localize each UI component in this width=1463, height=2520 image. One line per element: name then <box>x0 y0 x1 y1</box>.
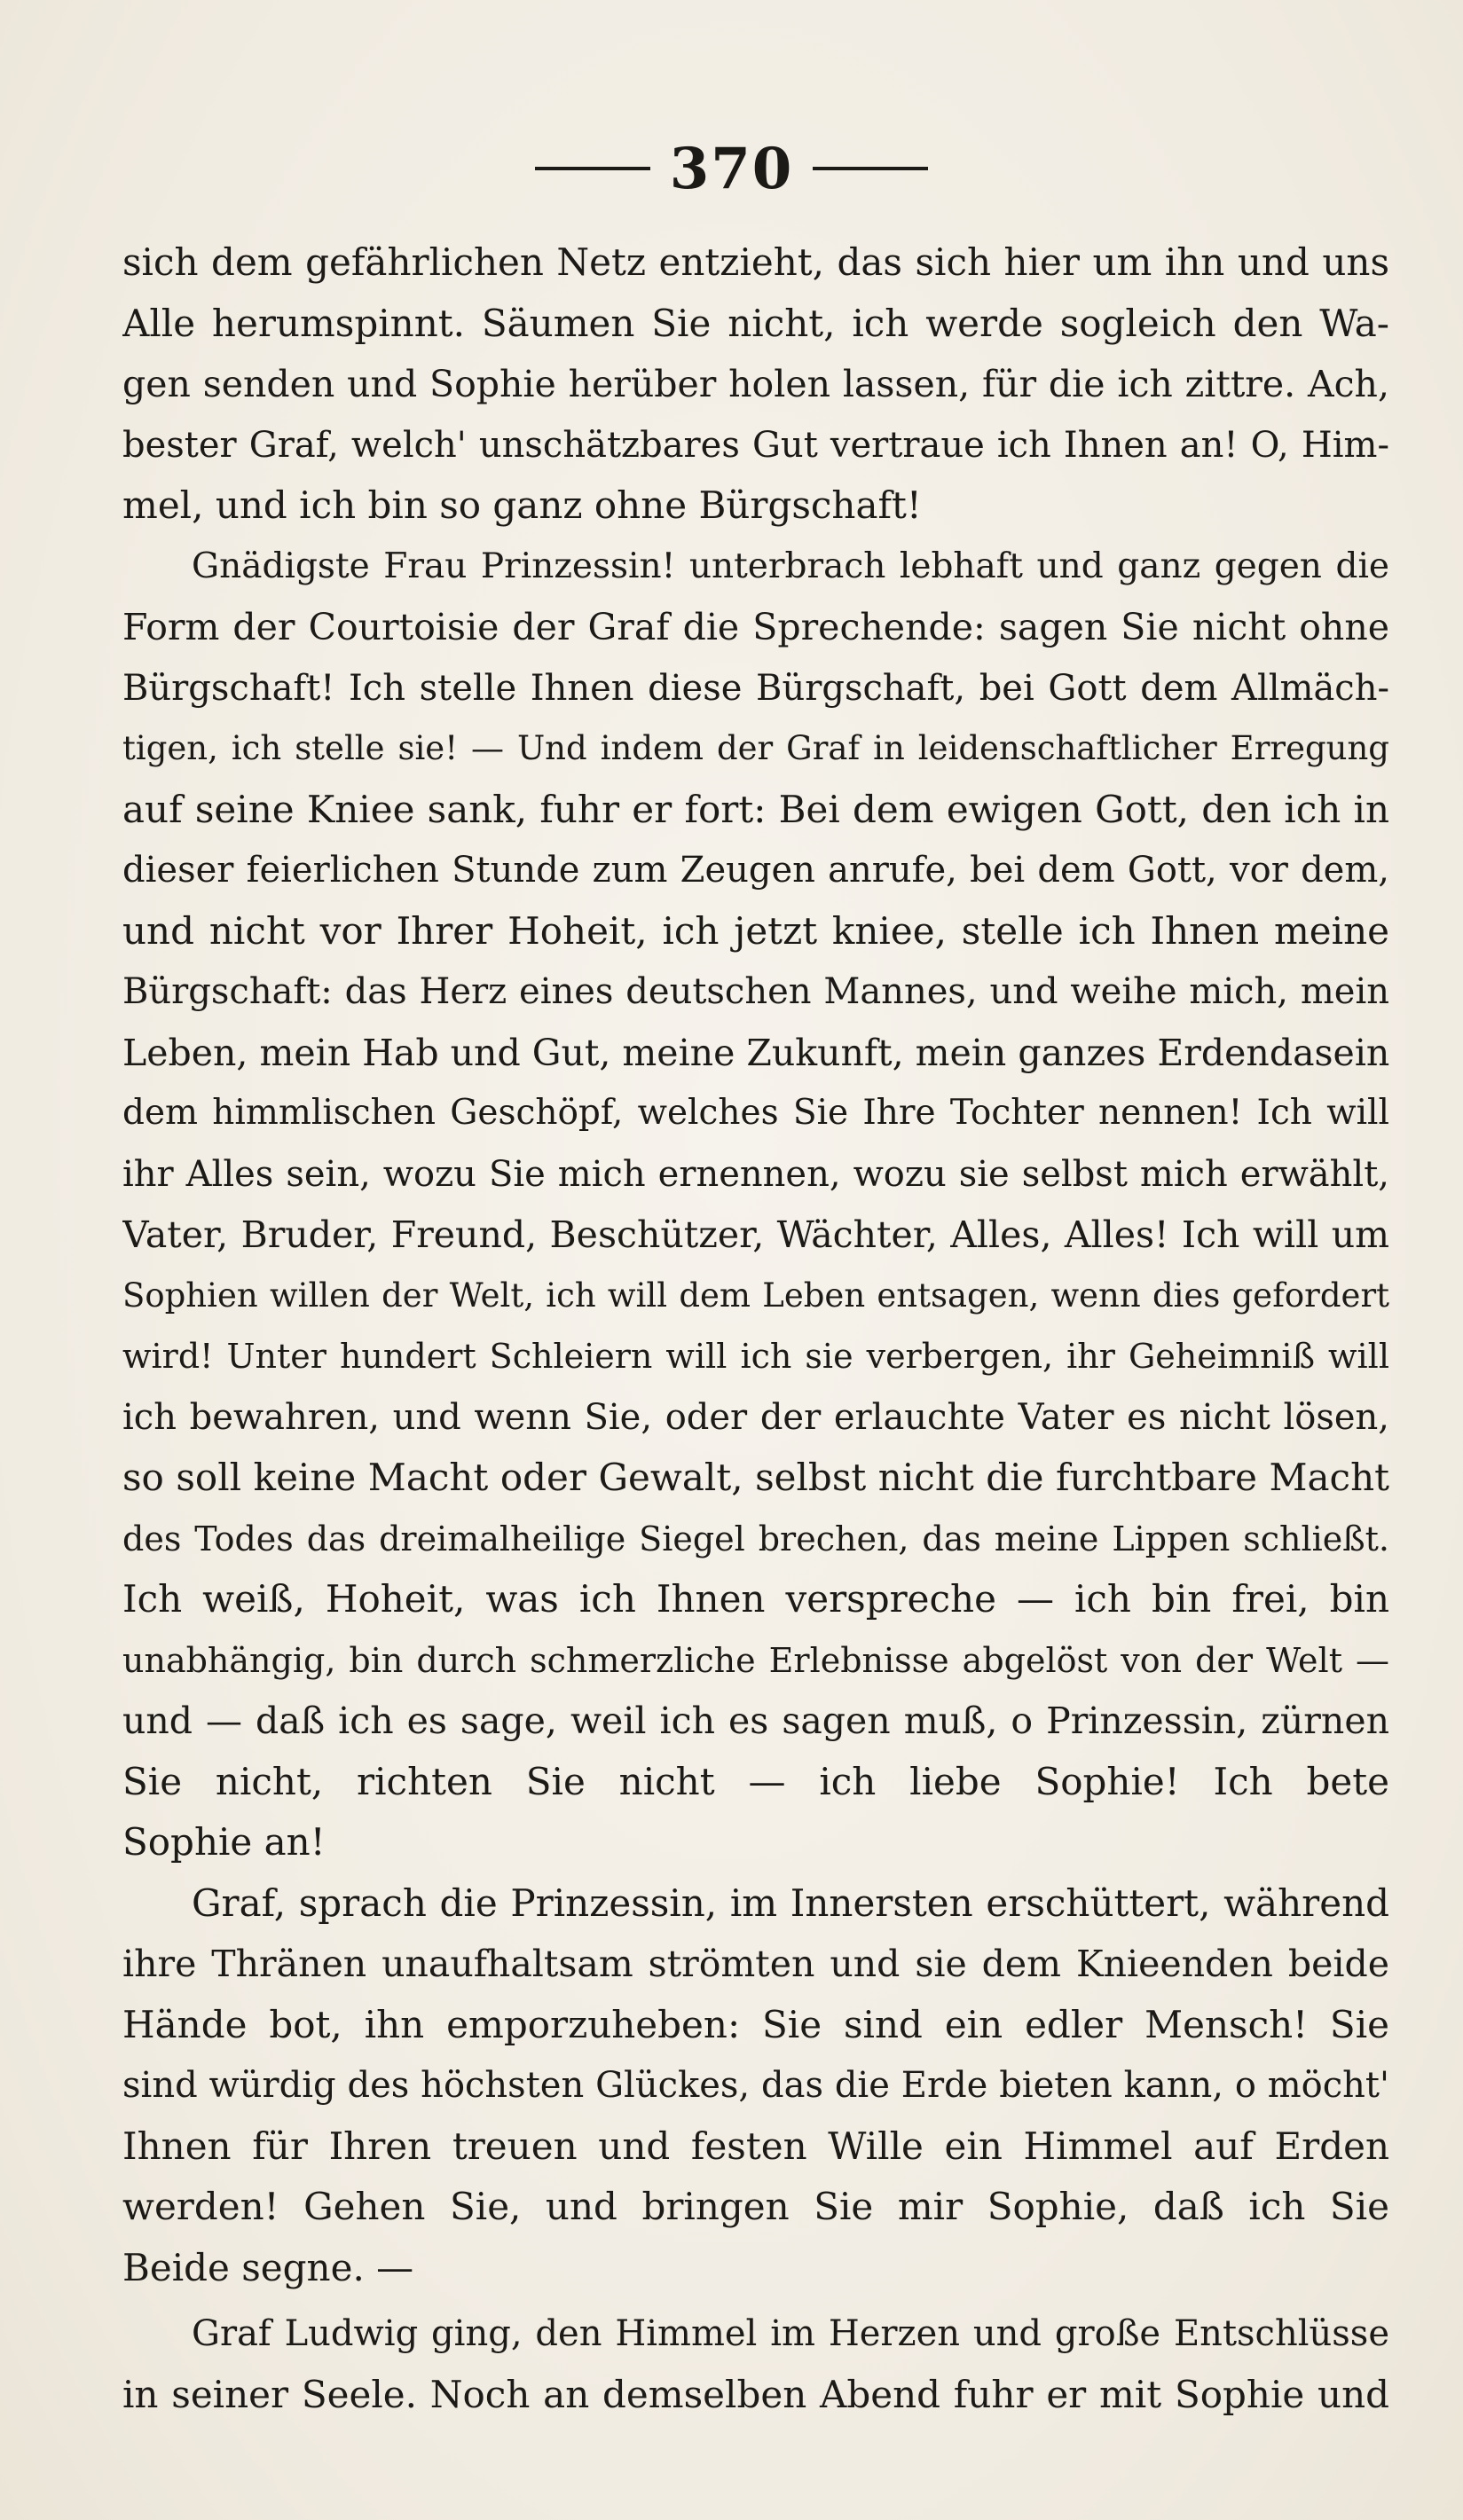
text-line: Vater, Bruder, Freund, Beschützer, Wächter, Alles, Alles! Ich will um <box>122 1213 1389 1256</box>
text-line: ihre Thränen unaufhaltsam strömten und sie dem Knieenden beide <box>122 1943 1389 1985</box>
text-line: Form der Courtoisie der Graf die Sprechende: sagen Sie nicht ohne <box>122 606 1389 648</box>
text-line: Graf, sprach die Prinzessin, im Innersten erschüttert, während <box>192 1880 1389 1925</box>
text-line: bester Graf, welch' unschätzbares Gut vertraue ich Ihnen an! O, Him- <box>122 424 1389 466</box>
text-line: unabhängig, bin durch schmerzliche Erlebnisse abgelöst von der Welt — <box>122 1640 1389 1680</box>
text-line: auf seine Kniee sank, fuhr er fort: Bei dem ewigen Gott, den ich in <box>122 787 1389 831</box>
text-line: ihr Alles sein, wozu Sie mich ernennen, wozu sie selbst mich erwählt, <box>122 1153 1389 1195</box>
text-line: in seiner Seele. Noch an demselben Abend fuhr er mit Sophie und <box>122 2372 1389 2416</box>
text-line: werden! Gehen Sie, und bringen Sie mir Sophie, daß ich Sie <box>122 2185 1389 2228</box>
header-rule-left <box>535 167 650 170</box>
text-line: Graf Ludwig ging, den Himmel im Herzen und große Entschlüsse <box>192 2313 1389 2354</box>
header-rule-right <box>813 167 928 170</box>
text-line: mel, und ich bin so ganz ohne Bürgschaft! <box>122 483 922 527</box>
text-line: Sie nicht, richten Sie nicht — ich liebe Sophie! Ich bete <box>122 1759 1389 1803</box>
text-line: wird! Unter hundert Schleiern will ich sie verbergen, ihr Geheimniß will <box>122 1337 1389 1376</box>
text-line: dem himmlischen Geschöpf, welches Sie Ihre Tochter nennen! Ich will <box>122 1093 1389 1133</box>
text-line: Sophien willen der Welt, ich will dem Leben entsagen, wenn dies gefordert <box>122 1276 1389 1315</box>
text-line: Gnädigste Frau Prinzessin! unterbrach lebhaft und ganz gegen die <box>192 546 1389 586</box>
text-line: gen senden und Sophie herüber holen lassen, für die ich zittre. Ach, <box>122 363 1389 405</box>
text-line: des Todes das dreimalheilige Siegel brechen, das meine Lippen schließt. <box>122 1519 1389 1558</box>
text-line: und nicht vor Ihrer Hoheit, ich jetzt kniee, stelle ich Ihnen meine <box>122 908 1389 953</box>
text-line: dieser feierlichen Stunde zum Zeugen anrufe, bei dem Gott, vor dem, <box>122 850 1389 891</box>
text-line: Hände bot, ihn emporzuheben: Sie sind ein edler Mensch! Sie <box>122 2002 1389 2046</box>
text-line: Bürgschaft! Ich stelle Ihnen diese Bürgschaft, bei Gott dem Allmäch- <box>122 667 1389 709</box>
text-line: und — daß ich es sage, weil ich es sagen muß, o Prinzessin, zürnen <box>122 1700 1389 1742</box>
text-line: Leben, mein Hab und Gut, meine Zukunft, mein ganzes Erdendasein <box>122 1031 1389 1074</box>
text-line: Bürgschaft: das Herz eines deutschen Mannes, und weihe mich, mein <box>122 971 1389 1012</box>
text-line: ich bewahren, und wenn Sie, oder der erlauchte Vater es nicht lösen, <box>122 1396 1389 1438</box>
text-line: Ihnen für Ihren treuen und festen Wille ein Himmel auf Erden <box>122 2124 1389 2168</box>
page-number: 370 <box>669 135 794 202</box>
text-line: Ich weiß, Hoheit, was ich Ihnen verspreche — ich bin frei, bin <box>122 1577 1389 1621</box>
text-line: Sophie an! <box>122 1820 326 1864</box>
text-line: sich dem gefährlichen Netz entzieht, das sich hier um ihn und uns <box>122 240 1389 284</box>
text-line: so soll keine Macht oder Gewalt, selbst nicht die furchtbare Macht <box>122 1456 1389 1499</box>
text-line: tigen, ich stelle sie! — Und indem der Graf in leidenschaftlicher Erregung <box>122 729 1389 767</box>
body-text <box>122 232 1389 2425</box>
text-line: sind würdig des höchsten Glückes, das die Erde bieten kann, o möcht' <box>122 2065 1389 2106</box>
text-line: Alle herumspinnt. Säumen Sie nicht, ich werde sogleich den Wa- <box>122 301 1389 345</box>
page-header <box>0 133 1463 204</box>
text-line: Beide segne. — <box>122 2245 414 2289</box>
